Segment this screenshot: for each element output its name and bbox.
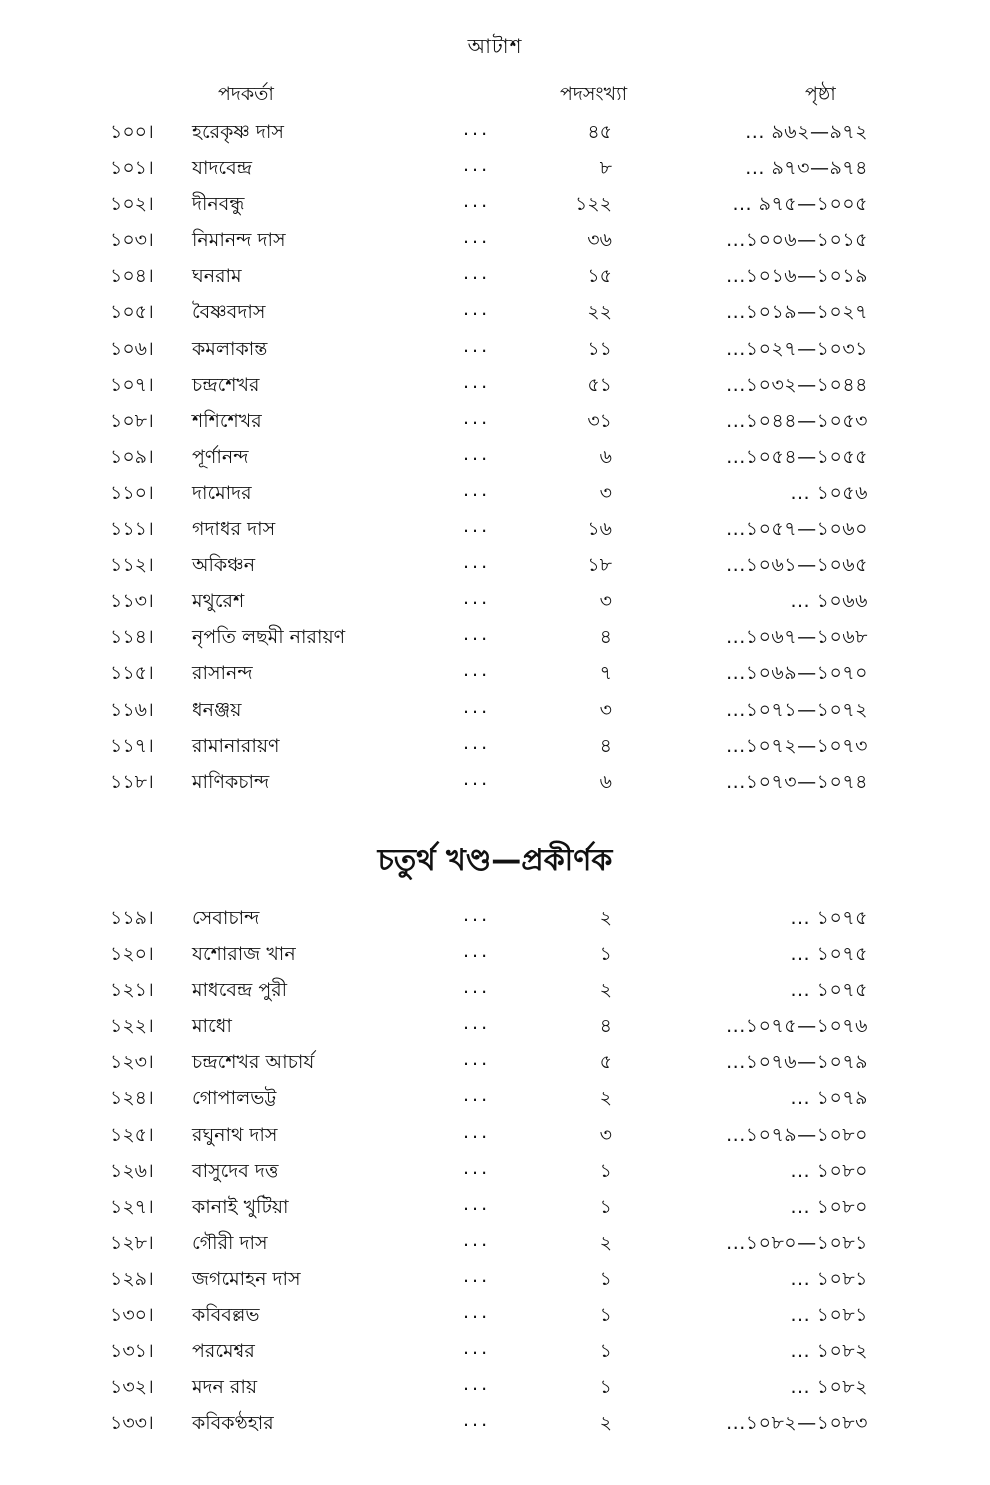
- verse-count: ৭: [599, 662, 612, 685]
- list-item: [0, 1403, 990, 1439]
- list-item: [0, 292, 990, 328]
- verse-count: ৩: [599, 590, 612, 613]
- poet-name: মদন রায়: [192, 1376, 258, 1399]
- leader-dots: ...: [463, 154, 491, 177]
- serial-number: ১০৫।: [110, 301, 154, 324]
- poet-name: মথুরেশ: [192, 590, 245, 613]
- leader-dots: ...: [463, 370, 491, 393]
- list-item: [0, 148, 990, 184]
- leader-dots: ...: [463, 767, 491, 790]
- serial-number: ১২৬।: [110, 1159, 154, 1182]
- verse-count: ২: [599, 979, 612, 1002]
- page-range: ... ১০৮১: [790, 1267, 868, 1290]
- serial-number: ১০০।: [110, 121, 154, 143]
- verse-count: ৩৬: [587, 229, 612, 252]
- verse-count: ২: [599, 1231, 612, 1254]
- page-range: ... ১০৮২: [790, 1340, 868, 1363]
- page-range: ... ১০৮১: [790, 1304, 868, 1327]
- serial-number: ১১১।: [110, 518, 154, 541]
- serial-number: ১১২।: [110, 554, 154, 577]
- poet-name: ধনঞ্জয়: [192, 698, 242, 721]
- verse-count: ১: [599, 943, 612, 966]
- serial-number: ১১০।: [110, 481, 154, 504]
- serial-number: ১৩২।: [110, 1376, 154, 1399]
- list-item: [0, 1367, 990, 1403]
- page-range: ...১০৭৯—১০৮০: [726, 1123, 868, 1146]
- serial-number: ১১৮।: [110, 770, 154, 793]
- leader-dots: ...: [463, 1228, 491, 1251]
- serial-number: ১১৭।: [110, 734, 154, 757]
- serial-number: ১০৬।: [110, 337, 154, 360]
- leader-dots: ...: [463, 695, 491, 718]
- list-item: [0, 1223, 990, 1259]
- leader-dots: ...: [463, 226, 491, 249]
- serial-number: ১০৭।: [110, 373, 154, 396]
- leader-dots: ...: [463, 976, 491, 999]
- index-list-part-two: [0, 898, 990, 1439]
- verse-count: ২: [599, 1087, 612, 1110]
- list-item: [0, 509, 990, 545]
- list-item: [0, 970, 990, 1006]
- leader-dots: ...: [463, 262, 491, 285]
- verse-count: ৪: [599, 1015, 612, 1038]
- poet-name: অকিঞ্চন: [192, 554, 256, 577]
- poet-name: মাধবেন্দ্র পুরী: [192, 979, 288, 1002]
- page-range: ...১০৬১—১০৬৫: [726, 554, 868, 577]
- poet-name: দীনবন্ধু: [192, 193, 245, 216]
- leader-dots: ...: [463, 1156, 491, 1179]
- serial-number: ১২৪।: [110, 1087, 154, 1110]
- page-range: ...১০৭১—১০৭২: [726, 698, 868, 721]
- verse-count: ১৮: [587, 554, 612, 577]
- verse-count: ৩: [599, 481, 612, 504]
- page-range: ...১০৬৭—১০৬৮: [726, 626, 868, 649]
- list-item: [0, 898, 990, 934]
- index-list-part-one: [0, 112, 990, 798]
- serial-number: ১২১।: [110, 979, 154, 1002]
- leader-dots: ...: [463, 190, 491, 213]
- verse-count: ৫: [599, 1051, 612, 1074]
- serial-number: ১২৯।: [110, 1267, 154, 1290]
- serial-number: ১২২।: [110, 1015, 154, 1038]
- serial-number: ১১৫।: [110, 662, 154, 685]
- leader-dots: ...: [463, 1264, 491, 1287]
- poet-name: রঘুনাথ দাস: [192, 1123, 278, 1146]
- poet-name: যাদবেন্দ্র: [192, 157, 253, 180]
- list-item: [0, 1187, 990, 1223]
- page-range: ...১০৬৯—১০৭০: [726, 662, 868, 685]
- serial-number: ১০৯।: [110, 445, 154, 468]
- serial-number: ১০৩।: [110, 229, 154, 252]
- leader-dots: ...: [463, 442, 491, 465]
- page-range: ...১০৭৫—১০৭৬: [726, 1015, 868, 1038]
- poet-name: গৌরী দাস: [192, 1231, 268, 1254]
- poet-name: কানাই খুটিয়া: [192, 1195, 289, 1218]
- page-range: ... ১০৫৬: [790, 481, 868, 504]
- verse-count: ৩: [599, 1123, 612, 1146]
- list-item: [0, 401, 990, 437]
- page-range: ...১০২৭—১০৩১: [726, 337, 868, 360]
- page-range: ...১০৫৭—১০৬০: [726, 518, 868, 541]
- serial-number: ১২৩।: [110, 1051, 154, 1074]
- page-range: ...১০৭৩—১০৭৪: [726, 770, 868, 793]
- verse-count: ৩: [599, 698, 612, 721]
- leader-dots: ...: [463, 623, 491, 646]
- list-item: [0, 934, 990, 970]
- list-item: [0, 1042, 990, 1078]
- verse-count: ২: [599, 907, 612, 929]
- serial-number: ১১৯।: [110, 907, 154, 929]
- list-item: [0, 437, 990, 473]
- serial-number: ১০৮।: [110, 409, 154, 432]
- list-item: [0, 762, 990, 798]
- poet-name: গদাধর দাস: [192, 518, 276, 541]
- page-range: ... ১০৮০: [790, 1195, 868, 1218]
- poet-name: নিমানন্দ দাস: [192, 229, 286, 252]
- page-range: ...১০৫৪—১০৫৫: [726, 445, 868, 468]
- page-range: ...১০১৬—১০১৯: [726, 265, 868, 288]
- page-range: ...১০৮২—১০৮৩: [726, 1412, 868, 1435]
- list-item: [0, 1115, 990, 1151]
- serial-number: ১১৬।: [110, 698, 154, 721]
- list-item: [0, 1078, 990, 1114]
- verse-count: ১৬: [587, 518, 612, 541]
- list-item: [0, 184, 990, 220]
- leader-dots: ...: [463, 478, 491, 501]
- list-item: [0, 1295, 990, 1331]
- list-item: [0, 653, 990, 689]
- verse-count: ১৫: [587, 265, 612, 288]
- leader-dots: ...: [463, 1301, 491, 1324]
- poet-name: চন্দ্রশেখর: [192, 373, 260, 396]
- poet-name: গোপালভট্ট: [192, 1087, 277, 1110]
- poet-name: হরেকৃষ্ণ দাস: [192, 121, 284, 143]
- page-range: ...১০৩২—১০৪৪: [726, 373, 868, 396]
- list-item: [0, 617, 990, 653]
- page-range: ... ৯৬২—৯৭২: [745, 121, 868, 143]
- poet-name: কমলাকান্ত: [192, 337, 268, 360]
- poet-name: কবিকণ্ঠহার: [192, 1412, 274, 1435]
- serial-number: ১১৩।: [110, 590, 154, 613]
- serial-number: ১২৮।: [110, 1231, 154, 1254]
- verse-count: ১: [599, 1195, 612, 1218]
- leader-dots: ...: [463, 940, 491, 963]
- page-range: ...১০৭৬—১০৭৯: [726, 1051, 868, 1074]
- column-headers: [0, 80, 990, 110]
- leader-dots: ...: [463, 1337, 491, 1360]
- list-item: [0, 1006, 990, 1042]
- poet-name: চন্দ্রশেখর আচার্য: [192, 1051, 315, 1074]
- poet-name: শশিশেখর: [192, 409, 262, 432]
- poet-name: যশোরাজ খান: [192, 943, 296, 966]
- leader-dots: ...: [463, 1409, 491, 1432]
- page-range: ... ১০৮০: [790, 1159, 868, 1182]
- list-item: [0, 329, 990, 365]
- poet-name: বৈষ্ণবদাস: [192, 301, 266, 324]
- verse-count: ১: [599, 1304, 612, 1327]
- list-item: [0, 112, 990, 148]
- leader-dots: ...: [463, 1120, 491, 1143]
- verse-count: ৪: [599, 734, 612, 757]
- list-item: [0, 473, 990, 509]
- poet-name: মাধো: [192, 1015, 232, 1038]
- serial-number: ১০২।: [110, 193, 154, 216]
- serial-number: ১৩০।: [110, 1304, 154, 1327]
- header-verse-count: পদসংখ্যা: [560, 83, 628, 105]
- leader-dots: ...: [463, 515, 491, 538]
- poet-name: মাণিকচান্দ: [192, 770, 270, 793]
- page-range: ... ১০৭৫: [790, 943, 868, 966]
- page-range: ...১০০৬—১০১৫: [726, 229, 868, 252]
- page-range: ... ১০৭৫: [790, 979, 868, 1002]
- verse-count: ১: [599, 1376, 612, 1399]
- serial-number: ১২৫।: [110, 1123, 154, 1146]
- verse-count: ৪৫: [587, 121, 612, 143]
- leader-dots: ...: [463, 1084, 491, 1107]
- verse-count: ৫১: [587, 373, 612, 396]
- serial-number: ১২৭।: [110, 1195, 154, 1218]
- list-item: [0, 1259, 990, 1295]
- list-item: [0, 1331, 990, 1367]
- verse-count: ১: [599, 1267, 612, 1290]
- leader-dots: ...: [463, 334, 491, 357]
- page-range: ...১০৪৪—১০৫৩: [726, 409, 868, 432]
- poet-name: ঘনরাম: [192, 265, 242, 288]
- header-page: পৃষ্ঠা: [805, 83, 836, 105]
- leader-dots: ...: [463, 1192, 491, 1215]
- leader-dots: ...: [463, 551, 491, 574]
- poet-name: কবিবল্লভ: [192, 1304, 260, 1327]
- verse-count: ৩১: [587, 409, 612, 432]
- poet-name: পরমেশ্বর: [192, 1340, 255, 1363]
- verse-count: ১২২: [574, 193, 612, 216]
- page-range: ... ১০৭৫: [790, 907, 868, 929]
- list-item: [0, 256, 990, 292]
- verse-count: ৪: [599, 626, 612, 649]
- serial-number: ১১৪।: [110, 626, 154, 649]
- leader-dots: ...: [463, 904, 491, 926]
- poet-name: রামানারায়ণ: [192, 734, 280, 757]
- poet-name: জগমোহন দাস: [192, 1267, 301, 1290]
- serial-number: ১২০।: [110, 943, 154, 966]
- list-item: [0, 1151, 990, 1187]
- verse-count: ১: [599, 1159, 612, 1182]
- verse-count: ২২: [587, 301, 612, 324]
- section-heading: চতুর্থ খণ্ড—প্রকীর্ণক: [377, 843, 613, 878]
- poet-name: সেবাচান্দ: [192, 907, 260, 929]
- serial-number: ১০১।: [110, 157, 154, 180]
- leader-dots: ...: [463, 406, 491, 429]
- leader-dots: ...: [463, 1012, 491, 1035]
- serial-number: ১৩৩।: [110, 1412, 154, 1435]
- leader-dots: ...: [463, 1048, 491, 1071]
- verse-count: ৬: [599, 445, 612, 468]
- page-range: ... ৯৭৫—১০০৫: [732, 193, 868, 216]
- header-poet: পদকর্তা: [218, 83, 274, 105]
- list-item: [0, 726, 990, 762]
- list-item: [0, 220, 990, 256]
- verse-count: ২: [599, 1412, 612, 1435]
- page-range: ...১০১৯—১০২৭: [726, 301, 868, 324]
- list-item: [0, 581, 990, 617]
- leader-dots: ...: [463, 659, 491, 682]
- serial-number: ১০৪।: [110, 265, 154, 288]
- serial-number: ১৩১।: [110, 1340, 154, 1363]
- page-title: আটাশ: [467, 34, 523, 58]
- poet-name: নৃপতি লছমী নারায়ণ: [192, 626, 346, 649]
- list-item: [0, 545, 990, 581]
- poet-name: বাসুদেব দত্ত: [192, 1159, 279, 1182]
- page-range: ...১০৭২—১০৭৩: [726, 734, 868, 757]
- verse-count: ১: [599, 1340, 612, 1363]
- verse-count: ৮: [599, 157, 612, 180]
- page-range: ... ১০৭৯: [790, 1087, 868, 1110]
- leader-dots: ...: [463, 118, 491, 140]
- page-range: ... ১০৬৬: [790, 590, 868, 613]
- poet-name: রাসানন্দ: [192, 662, 253, 685]
- page-range: ... ১০৮২: [790, 1376, 868, 1399]
- leader-dots: ...: [463, 298, 491, 321]
- verse-count: ১১: [587, 337, 612, 360]
- verse-count: ৬: [599, 770, 612, 793]
- list-item: [0, 690, 990, 726]
- leader-dots: ...: [463, 1373, 491, 1396]
- leader-dots: ...: [463, 587, 491, 610]
- poet-name: পূর্ণানন্দ: [192, 445, 249, 468]
- poet-name: দামোদর: [192, 481, 252, 504]
- page-range: ... ৯৭৩—৯৭৪: [745, 157, 868, 180]
- list-item: [0, 365, 990, 401]
- page-range: ...১০৮০—১০৮১: [726, 1231, 868, 1254]
- leader-dots: ...: [463, 731, 491, 754]
